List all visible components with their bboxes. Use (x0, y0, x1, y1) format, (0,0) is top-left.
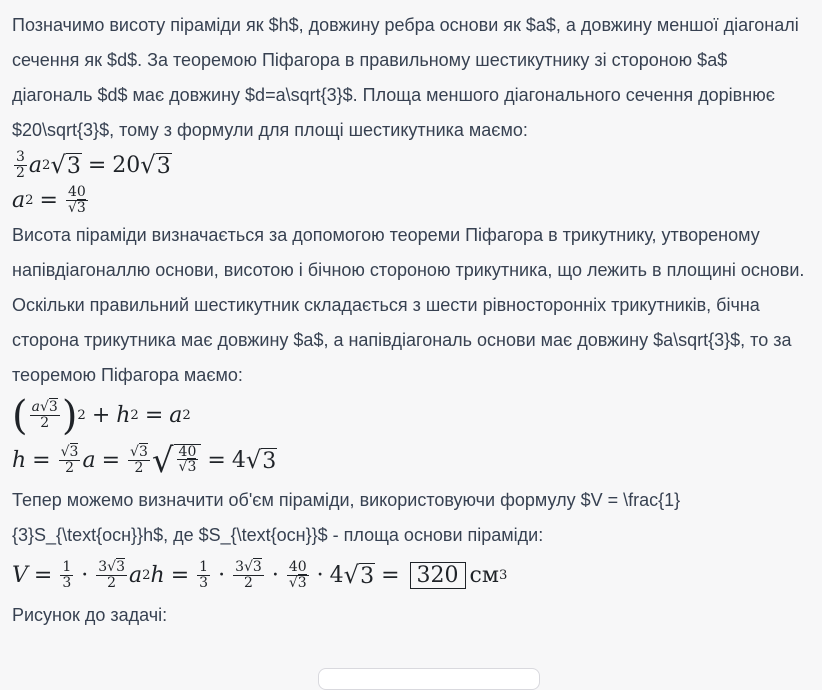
fraction (233, 560, 264, 590)
fraction (14, 150, 27, 180)
coefficient: 4 (329, 563, 344, 588)
denominator: √3 (178, 459, 197, 476)
fraction (96, 560, 127, 590)
var-v: V (12, 563, 28, 588)
fraction (287, 560, 309, 590)
var-a: a (82, 448, 96, 473)
fraction (177, 445, 199, 475)
var-h: h (12, 448, 27, 473)
denominator: 2 (16, 165, 25, 181)
equals: = (32, 448, 51, 473)
var-h: h (116, 403, 131, 428)
exponent: 2 (182, 408, 191, 423)
equals: = (87, 153, 107, 178)
equals: = (170, 563, 190, 588)
numerator: √3 (60, 444, 79, 461)
fraction (197, 560, 210, 590)
plus: + (91, 403, 111, 428)
numerator: 3√3 (235, 559, 262, 576)
fraction (59, 445, 81, 475)
exponent: 2 (25, 193, 34, 208)
denominator: 2 (134, 460, 144, 476)
unit: см (469, 563, 499, 588)
exponent: 3 (498, 568, 508, 583)
denominator: √3 (67, 200, 86, 216)
exponent: 2 (77, 408, 86, 423)
equals: = (39, 188, 58, 213)
coefficient: 4 (231, 448, 246, 473)
sqrt: √ $\frac{40}{√3}$ (152, 444, 202, 478)
numerator: 1 (62, 559, 72, 576)
denominator: 3 (199, 575, 209, 591)
denominator: 2 (243, 575, 253, 591)
exponent: 2 (42, 158, 51, 173)
var-a: a (28, 153, 43, 178)
equation-pythagoras (12, 393, 810, 438)
equals: = (381, 563, 400, 588)
fraction (128, 445, 150, 475)
denominator: 2 (107, 575, 117, 591)
equals: = (33, 563, 53, 588)
figure-placeholder (318, 668, 540, 690)
dot: · (271, 563, 279, 588)
coefficient: 20 (112, 153, 141, 178)
paragraph-figure: Рисунок до задачі: (12, 605, 168, 625)
numerator: a√3 (31, 399, 58, 416)
dot: · (218, 563, 226, 588)
right-paren: ) (61, 392, 78, 439)
dot: · (81, 563, 89, 588)
exponent: 2 (142, 568, 151, 583)
numerator: 40 (288, 559, 307, 576)
denominator: √3 (288, 575, 307, 591)
var-h: h (150, 563, 165, 588)
equation-a-squared (12, 183, 810, 218)
exponent: 2 (130, 408, 139, 423)
var-a: a (12, 188, 26, 213)
denominator: 2 (65, 460, 74, 476)
var-a: a (169, 403, 183, 428)
equals: = (101, 448, 121, 473)
boxed-result: 320 (410, 562, 466, 589)
paragraph-intro: Позначимо висоту піраміди як $h$, довжину ребра основи як $a$, а довжину меншої діагоналі сечення як $d$. За теоремою Піфагора в правильному шестикутнику зі стороною $a$ діагональ $d$ має довжину $d=a\sqrt{3}$. Площа меншого діагонального сечення дорівнює $20\sqrt{3}$, тому з формули для площі шестикутника маємо: (12, 15, 799, 140)
left-paren: ( (12, 392, 28, 439)
numerator: 3 (16, 149, 25, 166)
sqrt: √ 3 (245, 445, 277, 474)
dot: · (316, 563, 324, 588)
equals: = (144, 403, 164, 428)
fraction (66, 185, 88, 215)
paragraph-volume: Тепер можемо визначити об'єм піраміди, використовуючи формулу $V = \frac{1}{3}S_{\text{осн}}h$, де $S_{\text{осн}}$ - площа основи піраміди: (12, 490, 681, 545)
fraction (30, 400, 60, 430)
paragraph-height: Висота піраміди визначається за допомогою теореми Піфагора в трикутнику, утвореному напівдіагоналлю основи, висотою і бічною стороною трикутника, що лежить в площині основи. Оскільки правильний шестикутник складається з шести рівносторонніх трикутників, бічна сторона трикутника має довжину $a$, а напівдіагональ основи має довжину $a\sqrt{3}$, то за теоремою Піфагора маємо: (12, 225, 805, 385)
equation-h (12, 438, 810, 483)
numerator: 1 (199, 559, 209, 576)
numerator: 3√3 (98, 559, 126, 576)
sqrt: √ 3 (343, 560, 375, 589)
sqrt: √ 3 (50, 150, 81, 179)
numerator: 40 (178, 443, 197, 460)
equals: = (207, 448, 226, 473)
sqrt: √ 3 (140, 150, 171, 179)
equation-volume (12, 553, 810, 598)
numerator: √3 (130, 444, 148, 461)
var-a: a (129, 563, 143, 588)
equation-area (12, 148, 810, 183)
numerator: 40 (67, 184, 86, 201)
denominator: 2 (40, 415, 50, 431)
fraction (60, 560, 73, 590)
denominator: 3 (62, 575, 72, 591)
